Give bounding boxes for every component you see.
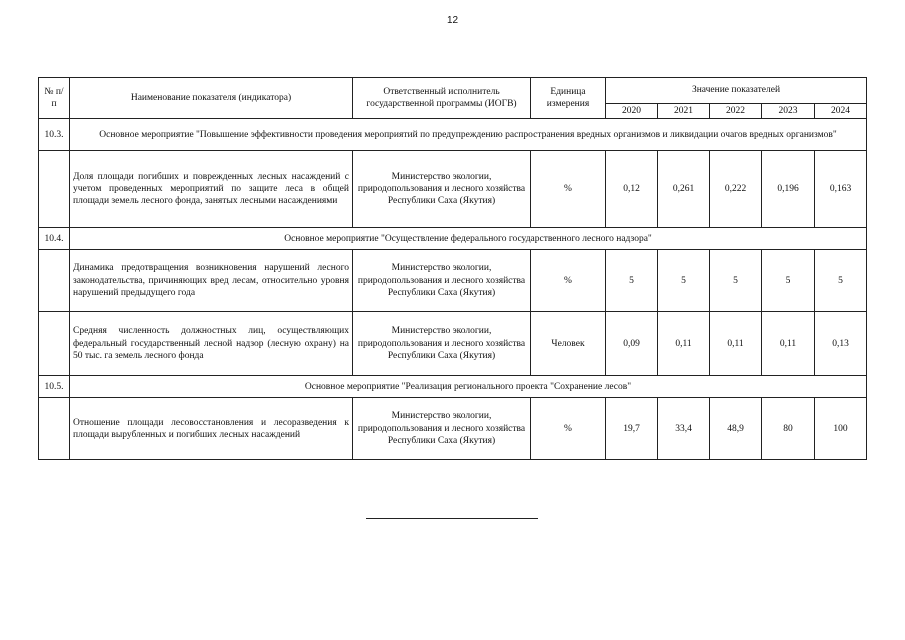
indicator-value: 5	[762, 250, 815, 312]
indicator-value: 0,11	[710, 312, 762, 376]
section-number: 10.3.	[39, 119, 70, 151]
indicator-unit: %	[531, 250, 606, 312]
page-number: 12	[446, 15, 459, 26]
indicator-unit: %	[531, 151, 606, 228]
indicator-executor: Министерство экологии, природопользования и лесного хозяйства Республики Саха (Якутия)	[353, 312, 531, 376]
header-year: 2021	[658, 104, 710, 119]
indicator-executor: Министерство экологии, природопользования и лесного хозяйства Республики Саха (Якутия)	[353, 398, 531, 460]
indicator-row	[39, 312, 867, 376]
header-year: 2022	[710, 104, 762, 119]
indicator-row	[39, 250, 867, 312]
indicator-executor: Министерство экологии, природопользования и лесного хозяйства Республики Саха (Якутия)	[353, 250, 531, 312]
section-title: Основное мероприятие "Осуществление федерального государственного лесного надзора"	[70, 228, 867, 250]
indicator-value: 5	[815, 250, 867, 312]
indicator-value: 48,9	[710, 398, 762, 460]
indicator-row	[39, 398, 867, 460]
indicator-number	[39, 312, 70, 376]
indicator-value: 33,4	[658, 398, 710, 460]
indicator-name: Доля площади погибших и поврежденных лесных насаждений с учетом проведенных мероприятий по защите леса в общей площади земель лесного фонда, занятых лесными насаждениями	[70, 151, 353, 228]
header-num: № п/п	[39, 78, 70, 119]
indicator-number	[39, 250, 70, 312]
section-row	[39, 228, 867, 250]
indicator-number	[39, 398, 70, 460]
header-executor: Ответственный исполнитель государственной программы (ИОГВ)	[353, 78, 531, 119]
indicator-value: 100	[815, 398, 867, 460]
indicator-value: 0,261	[658, 151, 710, 228]
indicator-value: 0,222	[710, 151, 762, 228]
indicator-value: 0,11	[762, 312, 815, 376]
section-row	[39, 119, 867, 151]
indicator-row	[39, 151, 867, 228]
indicators-table	[38, 77, 867, 460]
section-number: 10.4.	[39, 228, 70, 250]
header-unit: Единица измерения	[531, 78, 606, 119]
indicator-name: Отношение площади лесовосстановления и лесоразведения к площади вырубленных и погибших лесных насаждений	[70, 398, 353, 460]
indicator-unit: %	[531, 398, 606, 460]
indicator-value: 0,09	[606, 312, 658, 376]
section-number: 10.5.	[39, 376, 70, 398]
indicator-value: 0,13	[815, 312, 867, 376]
indicator-value: 0,11	[658, 312, 710, 376]
header-values: Значение показателей	[606, 78, 867, 104]
header-year: 2023	[762, 104, 815, 119]
indicator-value: 0,163	[815, 151, 867, 228]
indicator-value: 5	[606, 250, 658, 312]
indicator-value: 0,12	[606, 151, 658, 228]
indicator-name: Динамика предотвращения возникновения нарушений лесного законодательства, причиняющих вред лесам, относительно уровня нарушений предыдущего года	[70, 250, 353, 312]
indicator-value: 5	[710, 250, 762, 312]
section-title: Основное мероприятие "Повышение эффективности проведения мероприятий по предупреждению распространения вредных организмов и ликвидации очагов вредных организмов"	[70, 119, 867, 151]
header-indicator-name: Наименование показателя (индикатора)	[70, 78, 353, 119]
footer-divider	[366, 518, 538, 519]
indicator-executor: Министерство экологии, природопользования и лесного хозяйства Республики Саха (Якутия)	[353, 151, 531, 228]
header-year: 2024	[815, 104, 867, 119]
header-year: 2020	[606, 104, 658, 119]
indicator-value: 0,196	[762, 151, 815, 228]
indicator-number	[39, 151, 70, 228]
indicator-unit: Человек	[531, 312, 606, 376]
indicator-value: 80	[762, 398, 815, 460]
indicator-name: Средняя численность должностных лиц, осуществляющих федеральный государственный лесной надзор (лесную охрану) на 50 тыс. га земель лесного фонда	[70, 312, 353, 376]
section-title: Основное мероприятие "Реализация регионального проекта "Сохранение лесов"	[70, 376, 867, 398]
section-row	[39, 376, 867, 398]
indicator-value: 5	[658, 250, 710, 312]
indicator-value: 19,7	[606, 398, 658, 460]
